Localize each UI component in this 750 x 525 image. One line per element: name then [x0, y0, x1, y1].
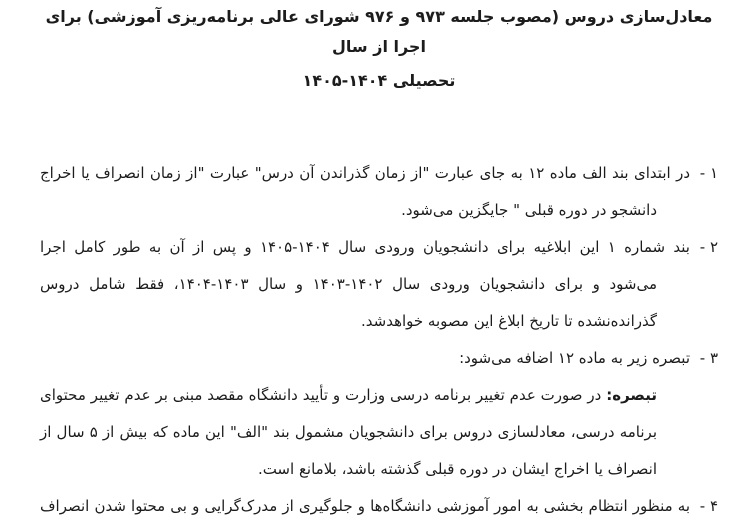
item-2-text-line-2: می‌شود و برای دانشجویان ورودی سال ۱۴۰۲-۱۴۰۳ و سال ۱۴۰۳-۱۴۰۴، فقط شامل دروس: [40, 275, 657, 293]
numbered-list: [40, 155, 718, 525]
item-3-number-marker: ۳ -: [699, 349, 718, 367]
note-line-1-text: در صورت عدم تغییر برنامه درسی وزارت و تأیید دانشگاه مقصد مبنی بر عدم تغییر محتوای: [40, 386, 602, 404]
item-1-text-line-1: در ابتدای بند الف ماده ۱۲ به جای عبارت "از زمان گذراندن آن درس" عبارت "از زمان انصراف یا اخراج: [40, 164, 691, 182]
item-2-text-line-3: گذرانده‌نشده تا تاریخ ابلاغ این مصوبه خواهدشد.: [360, 312, 657, 330]
item-2-number-marker: ۲ -: [699, 238, 718, 256]
list-item-1: [40, 155, 718, 229]
item-1-text-line-2: دانشجو در دوره قبلی " جایگزین می‌شود.: [401, 201, 657, 219]
list-item-4: [40, 488, 718, 525]
item-1-number-marker: ۱ -: [699, 164, 718, 182]
note-label: تبصره:: [606, 386, 657, 404]
note-text-line-3: انصراف یا اخراج ایشان در دوره قبلی گذشته باشد، بلامانع است.: [257, 460, 657, 478]
list-item-2: [40, 229, 718, 340]
item-4-number-marker: ۴ -: [699, 497, 718, 515]
item-4-text-line-1: به منظور انتظام بخشی به امور آموزشی دانشگاه‌ها و جلوگیری از مدرک‌گرایی و بی محتوا شدن انصراف: [40, 497, 690, 515]
note-paragraph: [40, 377, 718, 488]
note-text-line-1: [40, 377, 657, 414]
item-2-text-line-1: بند شماره ۱ این ابلاغیه برای دانشجویان ورودی سال ۱۴۰۴-۱۴۰۵ و پس از آن به طور کامل اجرا: [40, 238, 690, 256]
page-title-line-2: تحصیلی ۱۴۰۴-۱۴۰۵: [302, 71, 456, 90]
page-title-line-1: معادل‌سازی دروس (مصوب جلسه ۹۷۳ و ۹۷۶ شورای عالی برنامه‌ریزی آموزشی) برای اجرا از سال: [45, 7, 713, 56]
item-3-text-line-1: تبصره زیر به ماده ۱۲ اضافه می‌شود:: [459, 349, 690, 367]
document-title: [40, 2, 718, 99]
note-text-line-2: برنامه درسی، معادلسازی دروس برای دانشجویان مشمول بند "الف" این ماده که بیش از ۵ سال از: [40, 423, 657, 441]
list-item-3: [40, 340, 718, 377]
